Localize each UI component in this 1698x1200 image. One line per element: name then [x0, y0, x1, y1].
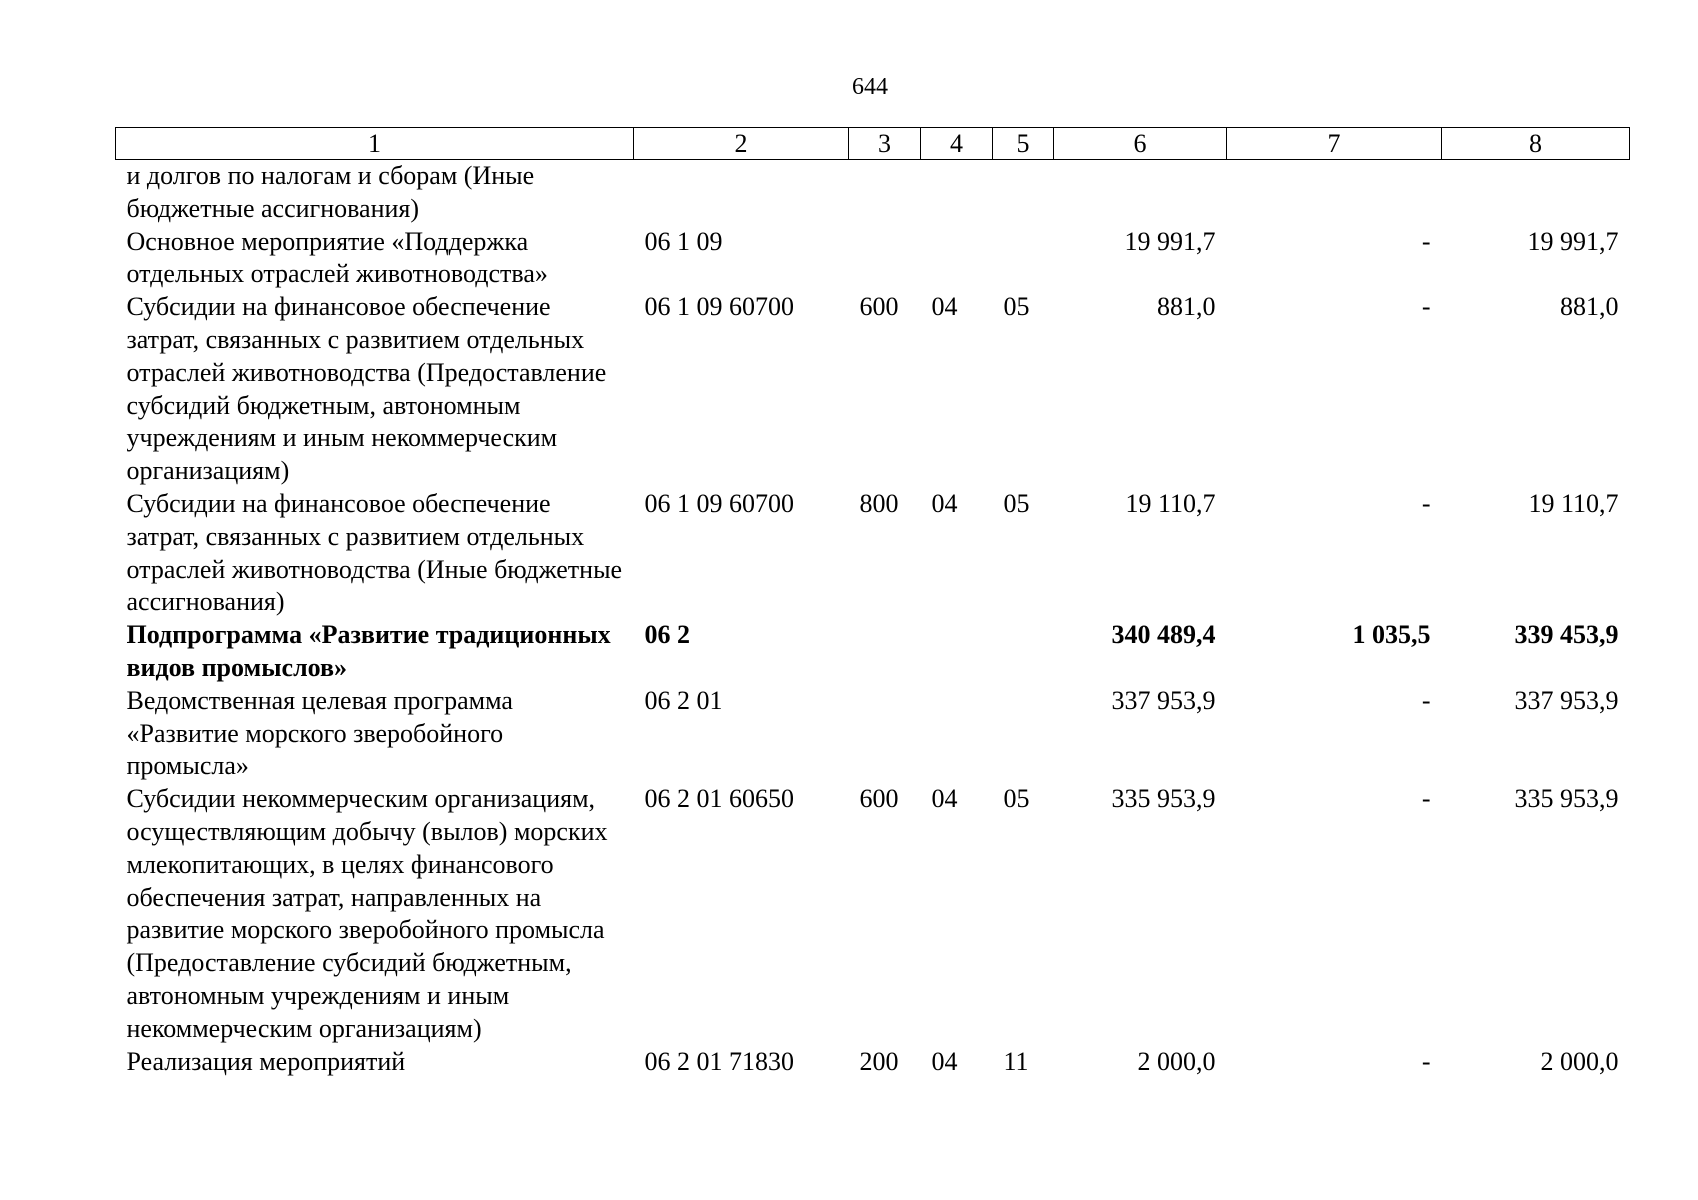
row-regional-cell: 337 953,9 [1514, 685, 1619, 715]
header-col-1: 1 [116, 128, 634, 160]
table-header-row [116, 128, 1630, 160]
row-pr-cell: 05 [1003, 292, 1030, 322]
row-federal-cell: 1 035,5 [1352, 620, 1431, 650]
row-pr-cell [993, 160, 1054, 226]
table-body [116, 160, 1630, 1079]
table-row [116, 488, 1630, 619]
row-rz-cell: 04 [931, 1046, 958, 1076]
row-vr-cell [849, 685, 921, 783]
row-vr-cell: 600 [859, 292, 899, 322]
row-federal-cell: - [1421, 1046, 1431, 1076]
row-rz-cell: 04 [931, 488, 958, 518]
row-name-cell: Субсидии на финансовое обеспечение затрат, связанных с развитием отдельных отраслей животноводства (Иные бюджетные ассигнования) [126, 488, 623, 617]
row-federal-cell: - [1421, 292, 1431, 322]
row-csr-cell: 06 2 01 71830 [644, 1046, 794, 1076]
row-total-cell [1054, 160, 1227, 226]
table-row [116, 291, 1630, 488]
row-regional-cell: 339 453,9 [1514, 620, 1619, 650]
row-rz-cell [921, 685, 993, 783]
row-name-cell: Подпрограмма «Развитие традиционных видов промыслов» [126, 620, 611, 682]
row-pr-cell [993, 619, 1054, 685]
row-regional-cell: 881,0 [1560, 292, 1619, 322]
row-federal-cell: - [1421, 488, 1431, 518]
row-total-cell: 340 489,4 [1111, 620, 1216, 650]
row-total-cell: 19 110,7 [1125, 488, 1216, 518]
row-regional-cell: 19 991,7 [1527, 226, 1619, 256]
budget-table [115, 127, 1630, 1078]
header-col-6: 6 [1054, 128, 1227, 160]
row-pr-cell: 05 [1003, 488, 1030, 518]
header-col-3: 3 [849, 128, 921, 160]
row-federal-cell: - [1421, 685, 1431, 715]
row-name-cell: Основное мероприятие «Поддержка отдельных отраслей животноводства» [126, 226, 548, 289]
row-name-cell: и долгов по налогам и сборам (Иные бюджетные ассигнования) [126, 161, 535, 223]
table-row [116, 783, 1630, 1045]
row-regional-cell: 19 110,7 [1528, 488, 1619, 518]
row-rz-cell [921, 160, 993, 226]
table-row [116, 685, 1630, 783]
table-row [116, 619, 1630, 685]
row-vr-cell: 600 [859, 784, 899, 814]
row-name-cell: Реализация мероприятий [126, 1046, 406, 1076]
row-total-cell: 337 953,9 [1111, 685, 1216, 715]
row-vr-cell: 200 [859, 1046, 899, 1076]
header-col-8: 8 [1442, 128, 1630, 160]
row-csr-cell: 06 1 09 60700 [644, 488, 794, 518]
row-federal-cell [1227, 160, 1442, 226]
row-regional-cell: 335 953,9 [1514, 784, 1619, 814]
row-csr-cell: 06 1 09 [644, 226, 723, 256]
header-col-5: 5 [993, 128, 1054, 160]
row-regional-cell [1442, 160, 1630, 226]
row-name-cell: Ведомственная целевая программа «Развитие морского зверобойного промысла» [126, 685, 513, 781]
row-rz-cell [921, 226, 993, 292]
table-row [116, 226, 1630, 292]
row-name-cell: Субсидии некоммерческим организациям, осуществляющим добычу (вылов) морских млекопитающих, в целях финансового обеспечения затрат, направленных на развитие морского зверобойного промысла (Предоставление субсидий бюджетным, автономным учреждениям и иным некоммерческим организациям) [126, 784, 608, 1043]
row-csr-cell: 06 2 01 60650 [644, 784, 794, 814]
row-pr-cell [993, 685, 1054, 783]
row-regional-cell: 2 000,0 [1540, 1046, 1619, 1076]
row-pr-cell: 11 [1003, 1046, 1029, 1076]
row-pr-cell [993, 226, 1054, 292]
row-total-cell: 335 953,9 [1111, 784, 1216, 814]
row-vr-cell: 800 [859, 488, 899, 518]
row-total-cell: 19 991,7 [1124, 226, 1216, 256]
row-federal-cell: - [1421, 784, 1431, 814]
row-name-cell: Субсидии на финансовое обеспечение затрат, связанных с развитием отдельных отраслей животноводства (Предоставление субсидий бюджетным, автономным учреждениям и иным некоммерческим организациям) [126, 292, 607, 486]
row-vr-cell [849, 226, 921, 292]
row-csr-cell: 06 2 [644, 620, 690, 650]
row-rz-cell [921, 619, 993, 685]
row-vr-cell [849, 619, 921, 685]
table-row [116, 1046, 1630, 1079]
header-col-4: 4 [921, 128, 993, 160]
header-col-2: 2 [634, 128, 849, 160]
row-total-cell: 881,0 [1157, 292, 1216, 322]
row-rz-cell: 04 [931, 292, 958, 322]
page-number: 644 [852, 74, 888, 100]
header-col-7: 7 [1227, 128, 1442, 160]
row-federal-cell: - [1421, 226, 1431, 256]
row-pr-cell: 05 [1003, 784, 1030, 814]
row-rz-cell: 04 [931, 784, 958, 814]
row-vr-cell [849, 160, 921, 226]
row-csr-cell [634, 160, 849, 226]
table-row [116, 160, 1630, 226]
row-csr-cell: 06 2 01 [644, 685, 723, 715]
row-total-cell: 2 000,0 [1137, 1046, 1216, 1076]
row-csr-cell: 06 1 09 60700 [644, 292, 794, 322]
